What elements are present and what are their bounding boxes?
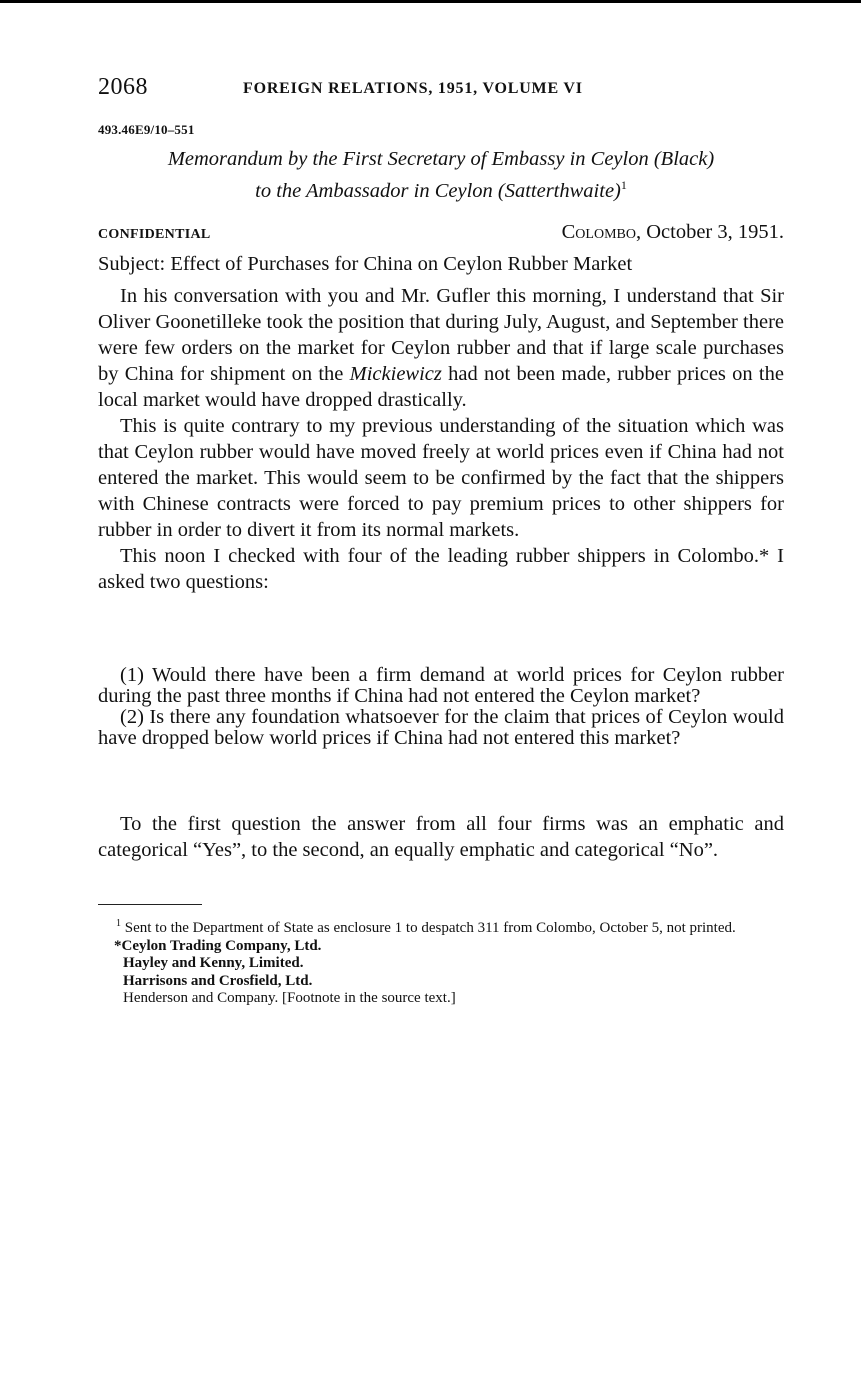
ship-name: Mickiewicz — [349, 363, 442, 385]
question-1: (1) Would there have been a firm demand at world prices for Ceylon rubber during the past three months if China had not entered the Ceylon market? — [98, 664, 784, 707]
classification: CONFIDENTIAL — [98, 227, 211, 242]
place: Colombo — [561, 221, 636, 243]
footnote-firm-1: *Ceylon Trading Company, Ltd. — [114, 937, 322, 954]
footnote-rule — [98, 904, 202, 905]
footnote-firm-4: Henderson and Company. [Footnote in the source text.] — [123, 990, 456, 1006]
footnote-firm-2: Hayley and Kenny, Limited. — [123, 955, 304, 971]
footnotes — [98, 915, 784, 1008]
place-date — [562, 221, 784, 244]
footnote-1-text: Sent to the Department of State as enclosure 1 to despatch 311 from Colombo, October 5, not printed. — [124, 920, 736, 936]
paragraph-4: To the first question the answer from all four firms was an emphatic and categorical “Yes”, to the second, an equally emphatic and categorical “No”. — [98, 813, 784, 861]
title-footnote-marker: 1 — [620, 178, 627, 192]
title-line-2-text: to the Ambassador in Ceylon (Satterthwaite) — [255, 179, 621, 202]
subject-line — [98, 253, 788, 276]
footnote-1-marker: 1 — [116, 918, 121, 929]
footnote-1 — [98, 915, 784, 938]
closing-paragraph-block — [98, 811, 784, 863]
paragraph-1 — [98, 283, 784, 413]
page-number: 2068 — [98, 74, 148, 100]
running-head: FOREIGN RELATIONS, 1951, VOLUME VI — [243, 80, 583, 97]
paragraph-1-text: In his conversation with you and Mr. Gufler this morning, I understand that Sir Oliver Goonetilleke took the position that during July, August, and September there were few orders on the market for Ceylon rubber and that if large scale purchases by China for shipment on the — [98, 285, 784, 385]
page-header — [98, 74, 786, 104]
subject-text: Effect of Purchases for China on Ceylon Rubber Market — [170, 253, 633, 275]
footnote-firm-3: Harrisons and Crosfield, Ltd. — [123, 972, 313, 989]
question-2: (2) Is there any foundation whatsoever for the claim that prices of Ceylon would have dropped below world prices if China had not entered this market? — [98, 706, 784, 749]
date: , October 3, 1951. — [635, 221, 784, 243]
document-title — [98, 146, 784, 204]
question-list — [98, 665, 784, 749]
paragraph-3: This noon I checked with four of the leading rubber shippers in Colombo.* I asked two questions: — [98, 545, 784, 593]
memo-body — [98, 283, 784, 595]
title-line-2 — [98, 172, 784, 204]
paragraph-2: This is quite contrary to my previous understanding of the situation which was that Ceylon rubber would have moved freely at world prices even if China had not entered the market. This would seem to be confirmed by the fact that the shippers with Chinese contracts were forced to pay premium prices to other shippers for rubber in order to divert it from its normal markets. — [98, 415, 784, 541]
subject-label: Subject: — [98, 253, 166, 275]
title-line-1: Memorandum by the First Secretary of Embassy in Ceylon (Black) — [167, 148, 715, 170]
paragraph-1-end: had not been made, rubber prices on the local market would have dropped drastically. — [98, 363, 784, 411]
page-top-border — [0, 0, 861, 3]
file-number: 493.46E9/10–551 — [98, 122, 195, 137]
